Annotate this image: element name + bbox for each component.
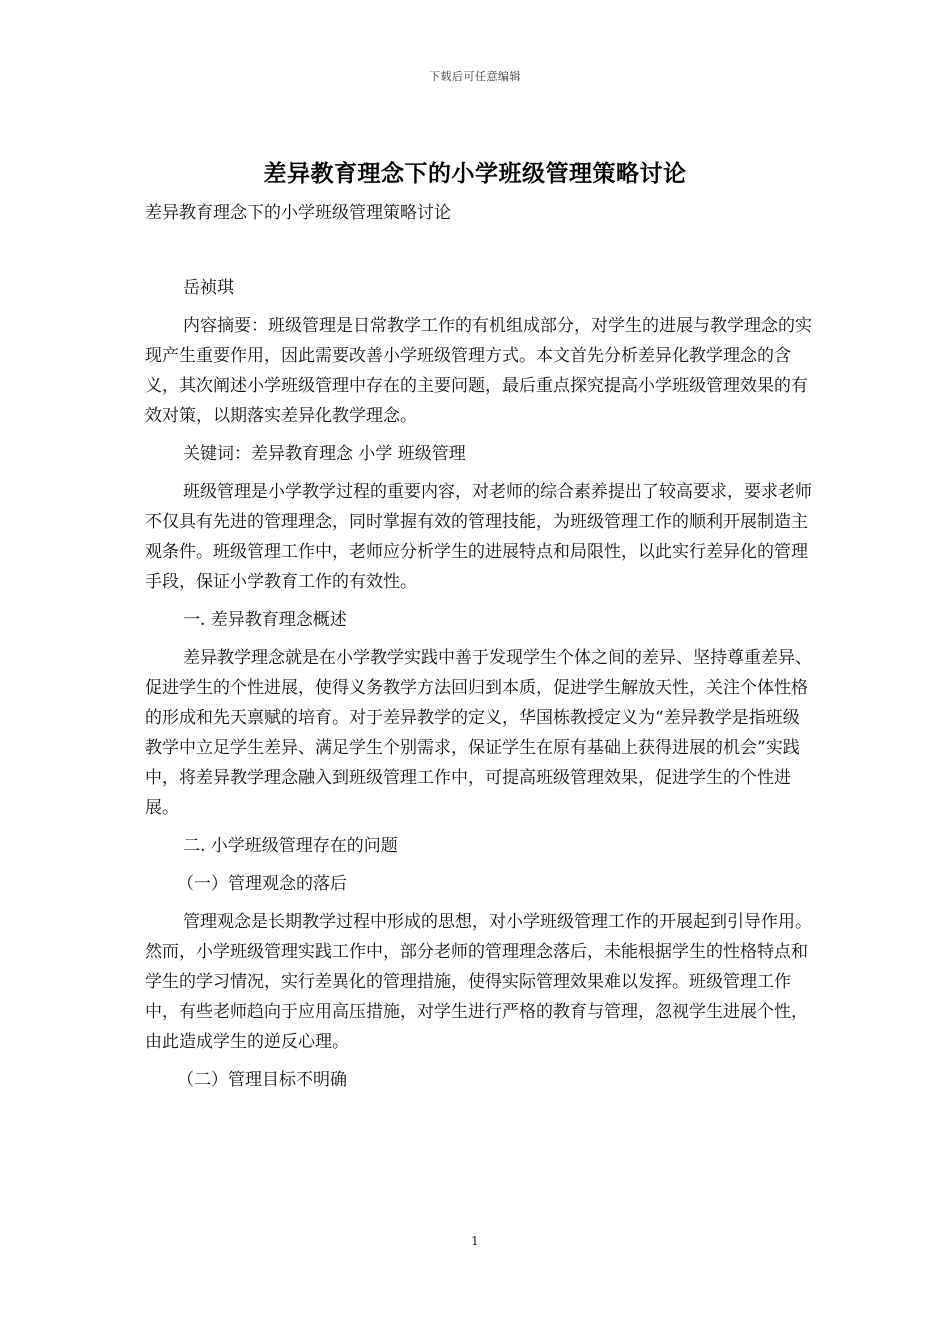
subsection-heading-2-2: （二）管理目标不明确 <box>177 1070 347 1090</box>
section-heading-2: 二. 小学班级管理存在的问题 <box>183 836 398 856</box>
abstract-paragraph: 内容摘要：班级管理是日常教学工作的有机组成部分，对学生的进展与教学理念的实现产生重要作用，因此需要改善小学班级管理方式。本文首先分析差异化教学理念的含义，其次阐述小学班级管理中存在的主要问题，最后重点探究提高小学班级管理效果的有效对策，以期落实差异化教学理念。 <box>145 316 812 426</box>
document-title: 差异教育理念下的小学班级管理策略讨论 <box>263 160 687 187</box>
subsection-2-1-paragraph: 管理观念是长期教学过程中形成的思想，对小学班级管理工作的开展起到引导作用。然而，小学班级管理实践工作中，部分老师的管理理念落后，未能根据学生的性格特点和学生的学习情况，实行差異化的管理措施，使得实际管理效果难以发挥。班级管理工作中，有些老师趋向于应用高压措施，对学生进行严格的教育与管理，忽视学生进展个性，由此造成学生的逆反心理。 <box>145 912 812 1052</box>
page-header-note: 下载后可任意编辑 <box>429 70 521 83</box>
subsection-heading-2-1: （一）管理观念的落后 <box>177 874 347 894</box>
author-name: 岳祯琪 <box>183 278 234 298</box>
document-subtitle: 差异教育理念下的小学班级管理策略讨论 <box>145 203 451 223</box>
document-body <box>145 198 813 1095</box>
page-number: 1 <box>471 1234 479 1248</box>
intro-paragraph: 班级管理是小学教学过程的重要内容，对老师的综合素养提出了较高要求，要求老师不仅具有先进的管理理念，同时掌握有效的管理技能，为班级管理工作的顺利开展制造主观条件。班级管理工作中，老师应分析学生的进展特点和局限性，以此实行差异化的管理手段，保证小学教育工作的有效性。 <box>145 482 812 592</box>
section-1-paragraph: 差异教学理念就是在小学教学实践中善于发现学生个体之间的差异、坚持尊重差异、促进学生的个性进展，使得义务教学方法回归到本质，促进学生解放天性，关注个体性格的形成和先天禀赋的培育。对于差异教学的定义，华国栋教授定义为“差异教学是指班级教学中立足学生差异、满足学生个别需求，保证学生在原有基础上获得进展的机会”实践中，将差异教学理念融入到班级管理工作中，可提高班级管理效果，促进学生的个性进展。 <box>145 648 812 818</box>
section-heading-1: 一. 差异教育理念概述 <box>183 610 347 630</box>
keywords-line: 关键词：差异教育理念 小学 班级管理 <box>183 444 466 464</box>
